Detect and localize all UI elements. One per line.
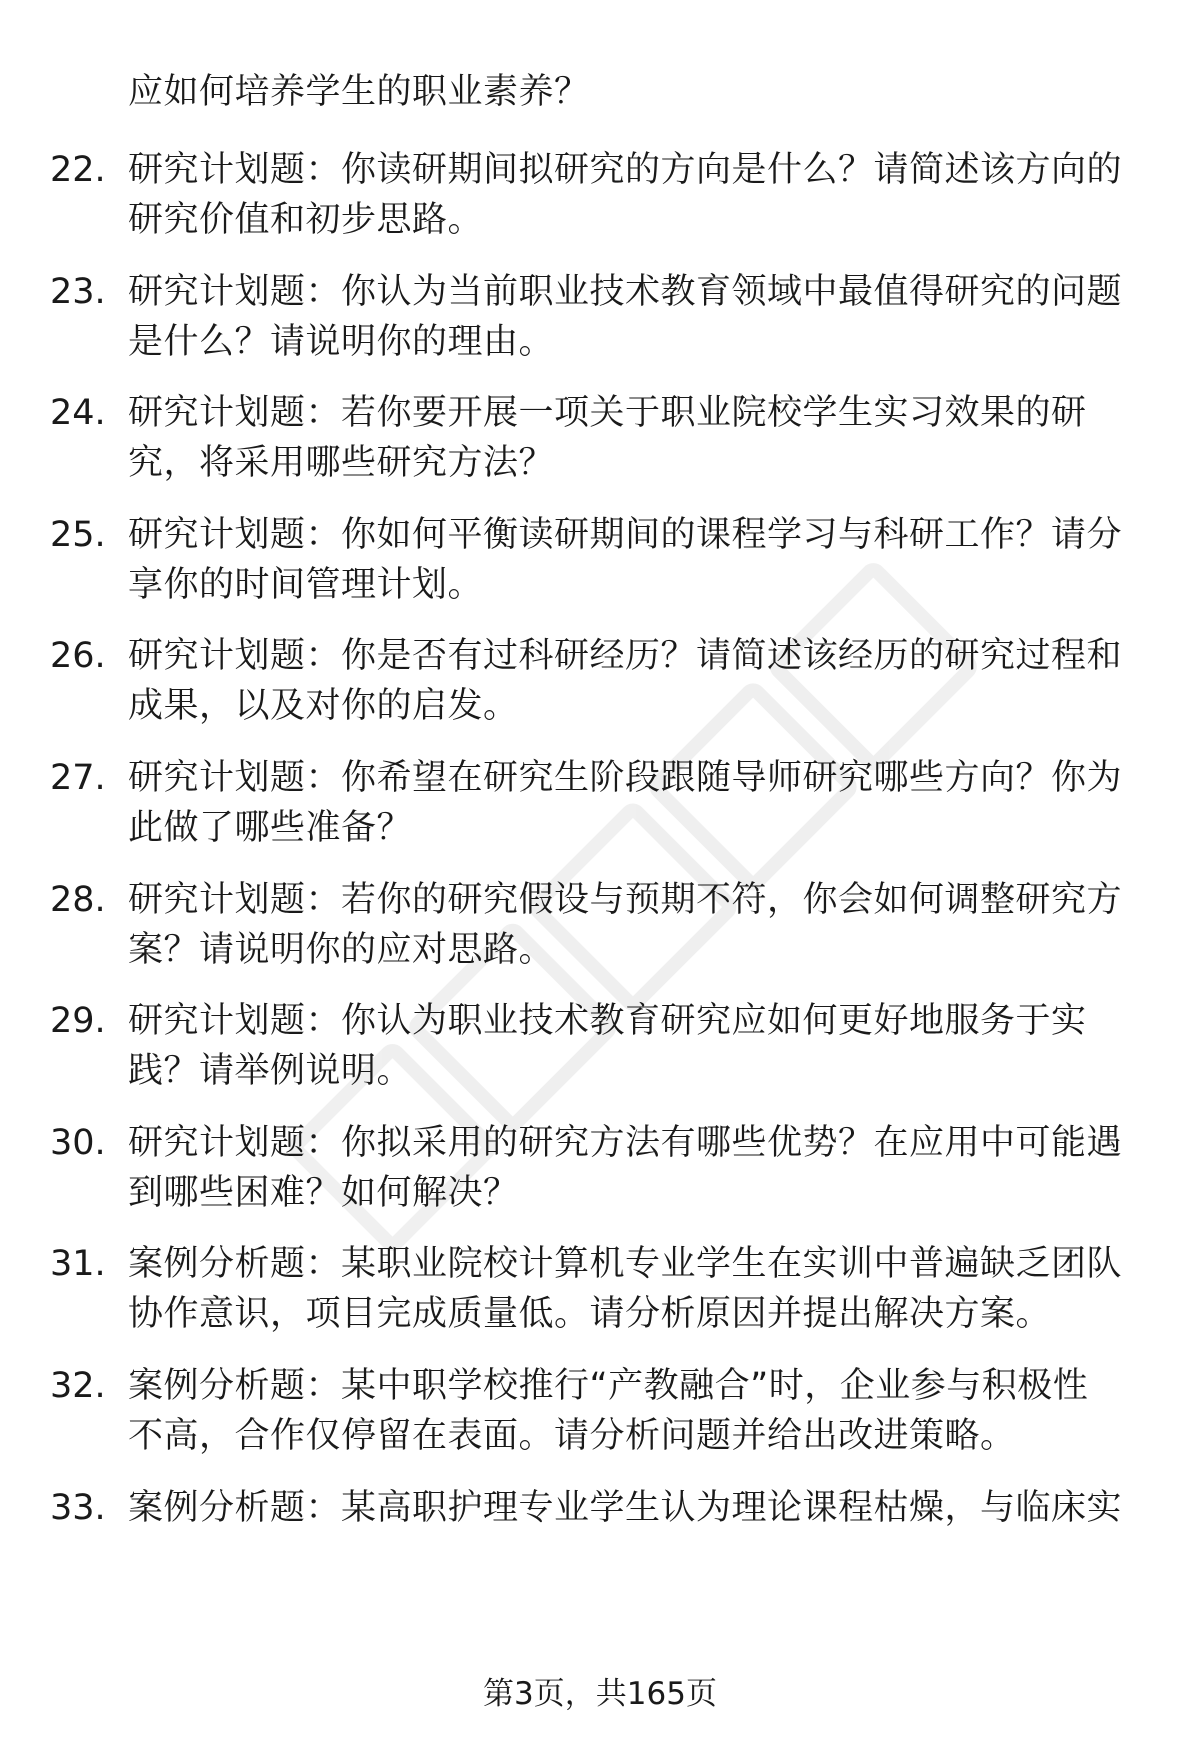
item-line: 研究计划题：你希望在研究生阶段跟随导师研究哪些方向？你为 (128, 758, 1123, 798)
item-line: 研究价值和初步思路。 (128, 200, 484, 240)
item-line: 研究计划题：你认为当前职业技术教育领域中最值得研究的问题 (128, 272, 1123, 312)
item-number: 33. (50, 1488, 106, 1528)
item-line: 案例分析题：某中职学校推行“产教融合”时，企业参与积极性 (128, 1366, 1089, 1406)
item-line: 研究计划题：若你要开展一项关于职业院校学生实习效果的研 (128, 393, 1087, 433)
item-number: 31. (50, 1244, 106, 1284)
item-line: 研究计划题：若你的研究假设与预期不符，你会如何调整研究方 (128, 880, 1123, 920)
item-number: 25. (50, 515, 106, 555)
item-number: 23. (50, 272, 106, 312)
item-line: 研究计划题：你如何平衡读研期间的课程学习与科研工作？请分 (128, 515, 1123, 555)
item-line: 研究计划题：你拟采用的研究方法有哪些优势？在应用中可能遇 (128, 1123, 1123, 1163)
item-line: 研究计划题：你认为职业技术教育研究应如何更好地服务于实 (128, 1001, 1087, 1041)
item-number: 30. (50, 1123, 106, 1163)
item-line: 到哪些困难？如何解决？ (128, 1173, 519, 1213)
item-line: 是什么？请说明你的理由。 (128, 322, 555, 362)
item-line: 案例分析题：某职业院校计算机专业学生在实训中普遍缺乏团队 (128, 1244, 1123, 1284)
item-line: 研究计划题：你读研期间拟研究的方向是什么？请简述该方向的 (128, 150, 1123, 190)
item-number: 26. (50, 636, 106, 676)
item-number: 27. (50, 758, 106, 798)
item-number: 32. (50, 1366, 106, 1406)
item-line: 案例分析题：某高职护理专业学生认为理论课程枯燥，与临床实 (128, 1488, 1123, 1528)
item-line: 享你的时间管理计划。 (128, 565, 484, 605)
item-number: 24. (50, 393, 106, 433)
item-line: 案？请说明你的应对思路。 (128, 930, 555, 970)
item-line: 究，将采用哪些研究方法？ (128, 443, 555, 483)
continuation-line: 应如何培养学生的职业素养？ (128, 72, 590, 112)
page-footer: 第3页，共165页 (483, 1676, 717, 1712)
item-number: 22. (50, 150, 106, 190)
item-line: 此做了哪些准备？ (128, 808, 413, 848)
item-line: 成果，以及对你的启发。 (128, 686, 519, 726)
item-line: 践？请举例说明。 (128, 1051, 413, 1091)
item-number: 29. (50, 1001, 106, 1041)
item-line: 研究计划题：你是否有过科研经历？请简述该经历的研究过程和 (128, 636, 1123, 676)
item-line: 不高，合作仅停留在表面。请分析问题并给出改进策略。 (128, 1416, 1016, 1456)
item-line: 协作意识，项目完成质量低。请分析原因并提出解决方案。 (128, 1294, 1052, 1334)
item-number: 28. (50, 880, 106, 920)
